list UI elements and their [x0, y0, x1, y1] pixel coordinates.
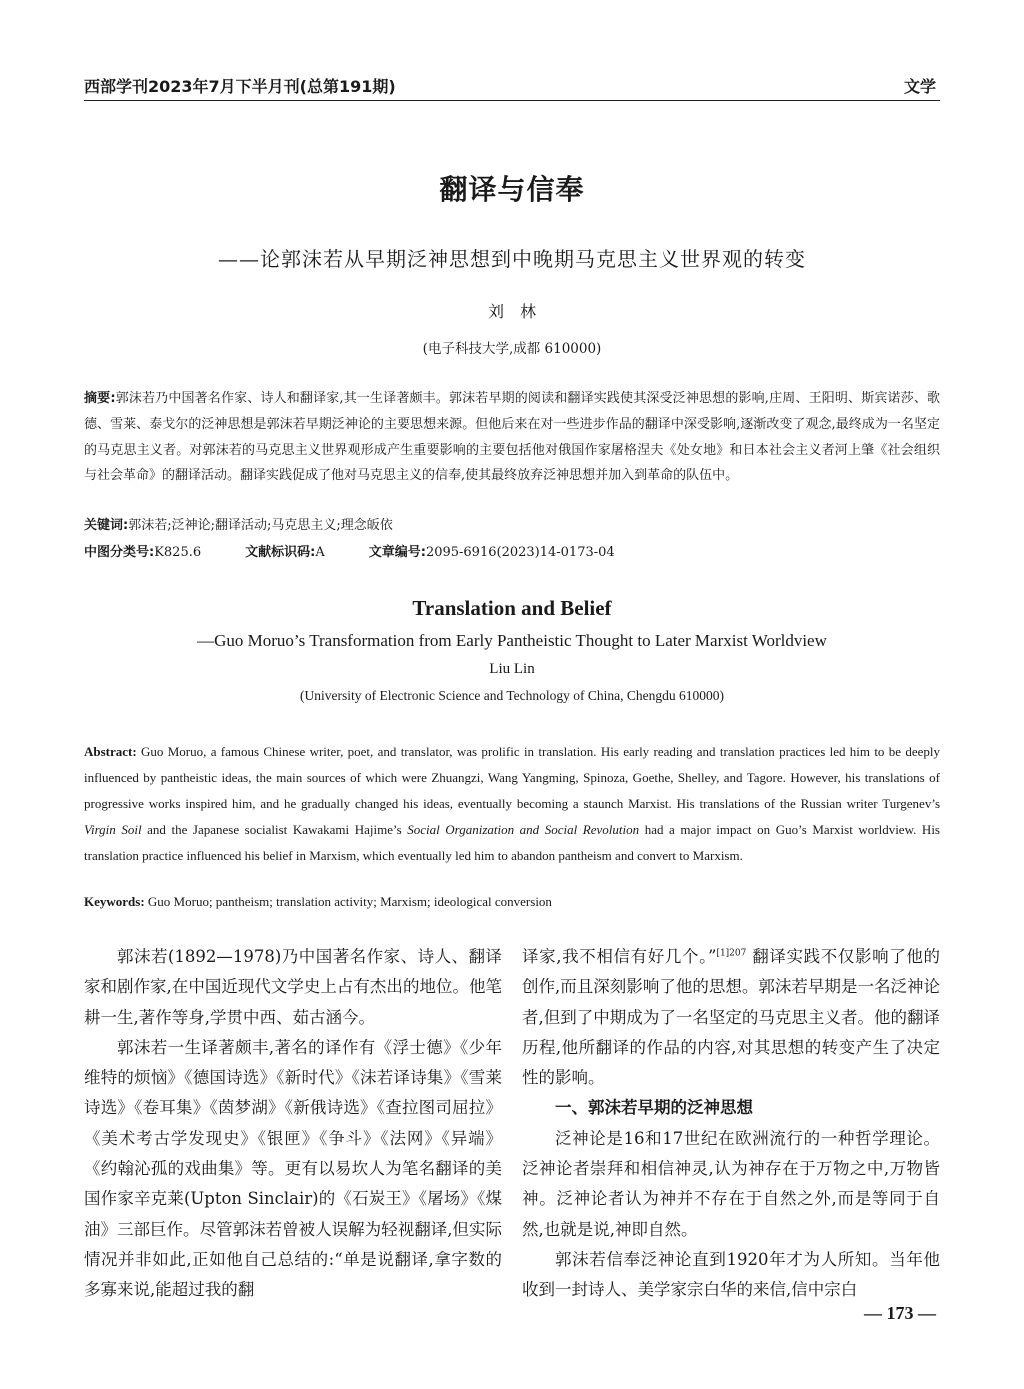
document-code — [245, 541, 325, 560]
clc-number — [84, 541, 201, 560]
author-chinese: 刘 林 — [487, 302, 536, 321]
title-chinese: 翻译与信奉 — [439, 173, 585, 206]
keywords-label: 关键词: — [84, 518, 129, 533]
section-heading: 一、郭沫若早期的泛神思想 — [555, 1098, 753, 1118]
body-paragraph — [522, 942, 940, 1093]
book-title-virgin-soil: Virgin Soil — [84, 821, 142, 837]
abstract-en-text-2: and the Japanese socialist Kawakami Hajime’s — [141, 821, 408, 837]
body-column-right — [522, 942, 940, 1306]
abstract-en-text-3: had a major impact on Guo’s Marxist worldview. His translation practice influenced his belief in Marxism, which eventually led him to abandon pantheism and convert to Marxism. — [84, 821, 940, 863]
citation-ref: [1]207 — [716, 948, 747, 959]
body-paragraph: 郭沫若一生译著颇丰,著名的译作有《浮士德》《少年维特的烦恼》《德国诗选》《新时代》《沫若译诗集》《雪莱诗选》《卷耳集》《茵梦湖》《新俄诗选》《查拉图司屈拉》《美术考古学发现史》《银匣》《争斗》《法网》《异端》《约翰沁孤的戏曲集》等。更有以易坎人为笔名翻译的美国作家辛克莱(Upton Sinclair)的《石炭王》《屠场》《煤油》三部巨作。尽管郭沫若曾被人误解为轻视翻译,但实际情况并非如此,正如他自己总结的:“单是说翻译,拿字数的多寡来说,能超过我的翻 — [84, 1037, 502, 1300]
keywords-english — [84, 894, 940, 910]
abstract-label: 摘要: — [84, 391, 116, 406]
section-label: 文学 — [903, 77, 936, 96]
journal-header: 西部学刊2023年7月下半月刊(总第191期) — [84, 77, 396, 96]
keywords-en-text: Guo Moruo; pantheism; translation activity; Marxism; ideological conversion — [144, 894, 552, 909]
article-number-label: 文章编号: — [368, 545, 426, 560]
body-paragraph: 郭沫若信奉泛神论直到1920年才为人所知。当年他收到一封诗人、美学家宗白华的来信,信中宗白 — [522, 1249, 940, 1300]
keywords-chinese — [84, 514, 940, 533]
abstract-en-label: Abstract: — [84, 744, 137, 759]
subtitle-english: —Guo Moruo’s Transformation from Early Pantheistic Thought to Later Marxist Worldview — [197, 631, 827, 650]
abstract-chinese — [84, 386, 940, 489]
abstract-text: 郭沫若乃中国著名作家、诗人和翻译家,其一生译著颇丰。郭沫若早期的阅读和翻译实践使其深受泛神思想的影响,庄周、王阳明、斯宾诺莎、歌德、雪莱、泰戈尔的泛神思想是郭沫若早期泛神论的主要思想来源。但他后来在对一些进步作品的翻译中深受影响,逐渐改变了观念,最终成为一名坚定的马克思主义者。对郭沫若的马克思主义世界观形成产生重要影响的主要包括他对俄国作家屠格涅夫《处女地》和日本社会主义者河上肇《社会组织与社会革命》的翻译活动。翻译实践促成了他对马克思主义的信奉,使其最终放弃泛神思想并加入到革命的队伍中。 — [84, 391, 941, 484]
header-rule — [84, 100, 940, 101]
doc-code-label: 文献标识码: — [245, 545, 316, 560]
affiliation-english: (University of Electronic Science and Technology of China, Chengdu 610000) — [300, 688, 724, 703]
book-title-social-organization: Social Organization and Social Revolution — [407, 821, 640, 837]
abstract-english — [84, 739, 940, 869]
classification-row — [84, 541, 940, 560]
body-paragraph: 泛神论是16和17世纪在欧洲流行的一种哲学理论。泛神论者崇拜和相信神灵,认为神存在于万物之中,万物皆神。泛神论者认为神并不存在于自然之外,而是等同于自然,也就是说,神即自然。 — [522, 1128, 940, 1239]
clc-value: K825.6 — [154, 545, 202, 560]
body-paragraph: 郭沫若(1892—1978)乃中国著名作家、诗人、翻译家和剧作家,在中国近现代文学史上占有杰出的地位。他笔耕一生,著作等身,学贯中西、茹古涵今。 — [84, 947, 502, 1027]
body-column-left — [84, 942, 502, 1306]
clc-label: 中图分类号: — [84, 545, 155, 560]
article-number — [369, 541, 615, 560]
doc-code-value: A — [315, 545, 325, 560]
title-english: Translation and Belief — [412, 596, 612, 620]
quote-end: 译家,我不相信有好几个。” — [522, 947, 717, 966]
subtitle-chinese: ——论郭沫若从早期泛神思想到中晚期马克思主义世界观的转变 — [218, 247, 806, 271]
abstract-en-text-1: Guo Moruo, a famous Chinese writer, poet, and translator, was prolific in translation. His early reading and translation practices led him to be deeply influenced by pantheistic ideas, the main sources of which were Zhuangzi, Wang Yangming, Spinoza, Goethe, Shelley, and Tagore. However, his translations of progressive works inspired him, and he gradually changed his ideas, eventually becoming a staunch Marxist. His translations of the Russian writer Turgenev’s — [84, 744, 940, 811]
page-number: — 173 — — [864, 1303, 936, 1323]
keywords-en-label: Keywords: — [84, 894, 145, 909]
author-english: Liu Lin — [489, 661, 535, 677]
keywords-text: 郭沫若;泛神论;翻译活动;马克思主义;理念皈依 — [128, 518, 393, 533]
article-number-value: 2095-6916(2023)14-0173-04 — [425, 545, 615, 560]
paragraph-text: 翻译实践不仅影响了他的创作,而且深刻影响了他的思想。郭沫若早期是一名泛神论者,但到了中期成为了一名坚定的马克思主义者。他的翻译历程,他所翻译的作品的内容,对其思想的转变产生了决定性的影响。 — [522, 947, 940, 1088]
affiliation-chinese: (电子科技大学,成都 610000) — [422, 341, 602, 357]
